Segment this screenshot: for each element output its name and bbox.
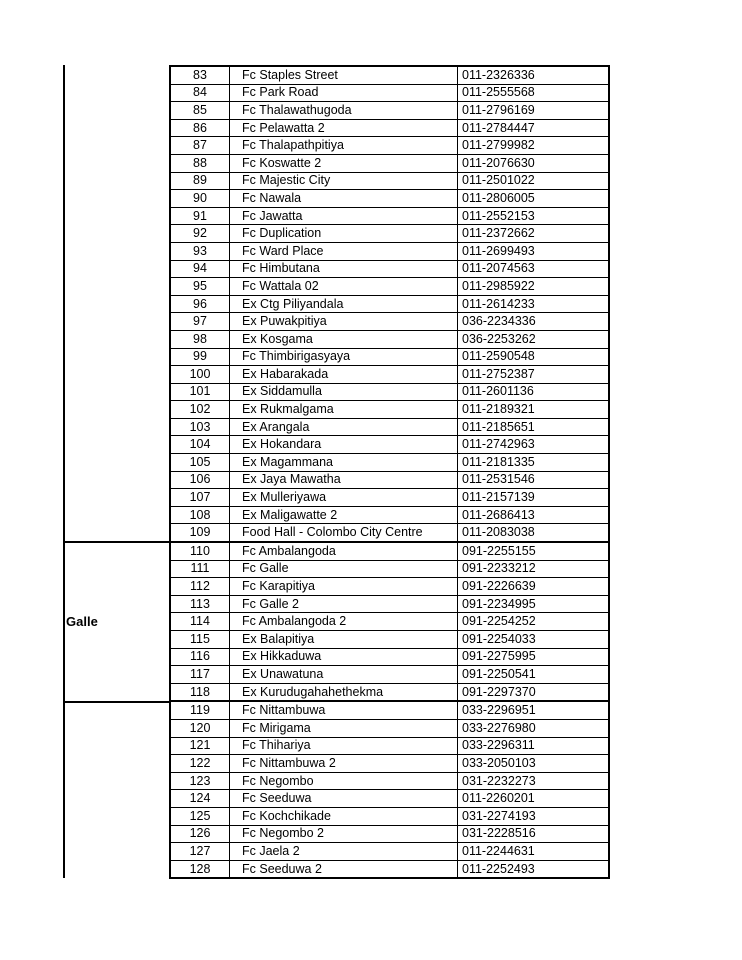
store-name-cell: Ex Kosgama bbox=[230, 330, 458, 348]
store-name-cell: Ex Magammana bbox=[230, 454, 458, 472]
phone-number-cell: 033-2296951 bbox=[458, 701, 610, 719]
store-name-cell: Fc Koswatte 2 bbox=[230, 154, 458, 172]
phone-number-cell: 011-2181335 bbox=[458, 454, 610, 472]
store-name-cell: Fc Ambalangoda bbox=[230, 542, 458, 560]
table-row bbox=[170, 260, 609, 278]
store-name-cell: Fc Galle 2 bbox=[230, 595, 458, 613]
phone-number-cell: 091-2234995 bbox=[458, 595, 610, 613]
phone-number-cell: 011-2076630 bbox=[458, 154, 610, 172]
region-label-galle: Galle bbox=[66, 614, 98, 629]
table-row bbox=[170, 737, 609, 755]
table-row bbox=[170, 66, 609, 84]
table-body bbox=[170, 66, 609, 878]
table-row bbox=[170, 860, 609, 878]
store-name-cell: Ex Puwakpitiya bbox=[230, 313, 458, 331]
table-row bbox=[170, 119, 609, 137]
store-number-cell: 97 bbox=[170, 313, 230, 331]
store-number-cell: 90 bbox=[170, 190, 230, 208]
table-row bbox=[170, 772, 609, 790]
phone-number-cell: 031-2274193 bbox=[458, 807, 610, 825]
store-name-cell: Fc Thihariya bbox=[230, 737, 458, 755]
store-number-cell: 83 bbox=[170, 66, 230, 84]
store-number-cell: 89 bbox=[170, 172, 230, 190]
store-number-cell: 128 bbox=[170, 860, 230, 878]
phone-number-cell: 036-2234336 bbox=[458, 313, 610, 331]
store-name-cell: Fc Jawatta bbox=[230, 207, 458, 225]
phone-number-cell: 091-2297370 bbox=[458, 683, 610, 701]
table-row bbox=[170, 613, 609, 631]
store-number-cell: 95 bbox=[170, 278, 230, 296]
store-number-cell: 100 bbox=[170, 366, 230, 384]
store-number-cell: 112 bbox=[170, 578, 230, 596]
phone-number-cell: 011-2189321 bbox=[458, 401, 610, 419]
store-number-cell: 122 bbox=[170, 755, 230, 773]
phone-number-cell: 011-2372662 bbox=[458, 225, 610, 243]
phone-number-cell: 011-2326336 bbox=[458, 66, 610, 84]
store-number-cell: 88 bbox=[170, 154, 230, 172]
table-row bbox=[170, 506, 609, 524]
store-name-cell: Ex Ctg Piliyandala bbox=[230, 295, 458, 313]
phone-number-cell: 011-2799982 bbox=[458, 137, 610, 155]
phone-number-cell: 011-2501022 bbox=[458, 172, 610, 190]
store-number-cell: 108 bbox=[170, 506, 230, 524]
table-row bbox=[170, 436, 609, 454]
table-row bbox=[170, 172, 609, 190]
phone-number-cell: 011-2699493 bbox=[458, 242, 610, 260]
store-number-cell: 118 bbox=[170, 683, 230, 701]
store-number-cell: 103 bbox=[170, 418, 230, 436]
store-number-cell: 92 bbox=[170, 225, 230, 243]
store-name-cell: Fc Duplication bbox=[230, 225, 458, 243]
store-name-cell: Ex Rukmalgama bbox=[230, 401, 458, 419]
phone-number-cell: 091-2255155 bbox=[458, 542, 610, 560]
table-row bbox=[170, 595, 609, 613]
store-name-cell: Fc Staples Street bbox=[230, 66, 458, 84]
store-name-cell: Fc Seeduwa 2 bbox=[230, 860, 458, 878]
store-name-cell: Fc Negombo 2 bbox=[230, 825, 458, 843]
store-number-cell: 111 bbox=[170, 560, 230, 578]
table-row bbox=[170, 418, 609, 436]
store-number-cell: 96 bbox=[170, 295, 230, 313]
phone-number-cell: 011-2157139 bbox=[458, 489, 610, 507]
table-row bbox=[170, 295, 609, 313]
phone-number-cell: 036-2253262 bbox=[458, 330, 610, 348]
phone-number-cell: 011-2985922 bbox=[458, 278, 610, 296]
table-row bbox=[170, 755, 609, 773]
store-number-cell: 110 bbox=[170, 542, 230, 560]
store-name-cell: Ex Siddamulla bbox=[230, 383, 458, 401]
store-name-cell: Fc Seeduwa bbox=[230, 790, 458, 808]
phone-number-cell: 011-2806005 bbox=[458, 190, 610, 208]
table-row bbox=[170, 807, 609, 825]
store-number-cell: 99 bbox=[170, 348, 230, 366]
phone-number-cell: 011-2260201 bbox=[458, 790, 610, 808]
store-number-cell: 115 bbox=[170, 631, 230, 649]
table-row bbox=[170, 843, 609, 861]
store-number-cell: 102 bbox=[170, 401, 230, 419]
phone-number-cell: 091-2226639 bbox=[458, 578, 610, 596]
store-number-cell: 98 bbox=[170, 330, 230, 348]
table-row bbox=[170, 102, 609, 120]
store-name-cell: Fc Nittambuwa 2 bbox=[230, 755, 458, 773]
store-name-cell: Fc Mirigama bbox=[230, 719, 458, 737]
table-row bbox=[170, 578, 609, 596]
store-number-cell: 91 bbox=[170, 207, 230, 225]
table-row bbox=[170, 631, 609, 649]
phone-number-cell: 011-2742963 bbox=[458, 436, 610, 454]
store-name-cell: Fc Wattala 02 bbox=[230, 278, 458, 296]
store-name-cell: Fc Himbutana bbox=[230, 260, 458, 278]
table-row bbox=[170, 560, 609, 578]
store-name-cell: Fc Galle bbox=[230, 560, 458, 578]
phone-number-cell: 011-2531546 bbox=[458, 471, 610, 489]
store-name-cell: Fc Kochchikade bbox=[230, 807, 458, 825]
store-number-cell: 101 bbox=[170, 383, 230, 401]
store-number-cell: 119 bbox=[170, 701, 230, 719]
phone-number-cell: 011-2552153 bbox=[458, 207, 610, 225]
store-name-cell: Fc Thalapathpitiya bbox=[230, 137, 458, 155]
store-number-cell: 121 bbox=[170, 737, 230, 755]
store-name-cell: Ex Unawatuna bbox=[230, 666, 458, 684]
store-number-cell: 125 bbox=[170, 807, 230, 825]
store-name-cell: Ex Maligawatte 2 bbox=[230, 506, 458, 524]
store-name-cell: Ex Mulleriyawa bbox=[230, 489, 458, 507]
table-row bbox=[170, 225, 609, 243]
phone-number-cell: 091-2254252 bbox=[458, 613, 610, 631]
table-row bbox=[170, 366, 609, 384]
phone-number-cell: 033-2296311 bbox=[458, 737, 610, 755]
store-number-cell: 107 bbox=[170, 489, 230, 507]
table-row bbox=[170, 489, 609, 507]
table-row bbox=[170, 84, 609, 102]
table-row bbox=[170, 207, 609, 225]
store-number-cell: 85 bbox=[170, 102, 230, 120]
phone-number-cell: 011-2185651 bbox=[458, 418, 610, 436]
store-number-cell: 105 bbox=[170, 454, 230, 472]
table-row bbox=[170, 471, 609, 489]
store-name-cell: Fc Ambalangoda 2 bbox=[230, 613, 458, 631]
region-column-border bbox=[63, 65, 65, 878]
phone-number-cell: 011-2590548 bbox=[458, 348, 610, 366]
phone-number-cell: 011-2074563 bbox=[458, 260, 610, 278]
store-number-cell: 106 bbox=[170, 471, 230, 489]
store-name-cell: Ex Habarakada bbox=[230, 366, 458, 384]
table-row bbox=[170, 348, 609, 366]
phone-number-cell: 091-2275995 bbox=[458, 648, 610, 666]
store-name-cell: Fc Pelawatta 2 bbox=[230, 119, 458, 137]
phone-number-cell: 091-2254033 bbox=[458, 631, 610, 649]
store-name-cell: Ex Kurudugahahethekma bbox=[230, 683, 458, 701]
store-name-cell: Ex Hikkaduwa bbox=[230, 648, 458, 666]
phone-number-cell: 011-2555568 bbox=[458, 84, 610, 102]
store-name-cell: Fc Park Road bbox=[230, 84, 458, 102]
store-name-cell: Ex Jaya Mawatha bbox=[230, 471, 458, 489]
table-row bbox=[170, 401, 609, 419]
store-name-cell: Ex Balapitiya bbox=[230, 631, 458, 649]
table-row bbox=[170, 383, 609, 401]
phone-number-cell: 031-2232273 bbox=[458, 772, 610, 790]
table-row bbox=[170, 330, 609, 348]
table-row bbox=[170, 524, 609, 542]
table-row bbox=[170, 137, 609, 155]
table-row bbox=[170, 542, 609, 560]
store-number-cell: 84 bbox=[170, 84, 230, 102]
store-number-cell: 114 bbox=[170, 613, 230, 631]
table-row bbox=[170, 790, 609, 808]
table-row bbox=[170, 719, 609, 737]
store-name-cell: Fc Thalawathugoda bbox=[230, 102, 458, 120]
phone-number-cell: 091-2250541 bbox=[458, 666, 610, 684]
table-row bbox=[170, 701, 609, 719]
phone-number-cell: 011-2784447 bbox=[458, 119, 610, 137]
phone-number-cell: 011-2796169 bbox=[458, 102, 610, 120]
phone-number-cell: 011-2614233 bbox=[458, 295, 610, 313]
store-name-cell: Ex Hokandara bbox=[230, 436, 458, 454]
phone-number-cell: 011-2686413 bbox=[458, 506, 610, 524]
store-name-cell: Fc Nittambuwa bbox=[230, 701, 458, 719]
table-row bbox=[170, 825, 609, 843]
store-number-cell: 93 bbox=[170, 242, 230, 260]
region-separator bbox=[63, 541, 169, 543]
phone-number-cell: 011-2252493 bbox=[458, 860, 610, 878]
store-name-cell: Food Hall - Colombo City Centre bbox=[230, 524, 458, 542]
table-row bbox=[170, 683, 609, 701]
phone-number-cell: 033-2276980 bbox=[458, 719, 610, 737]
store-name-cell: Fc Karapitiya bbox=[230, 578, 458, 596]
store-number-cell: 117 bbox=[170, 666, 230, 684]
phone-number-cell: 091-2233212 bbox=[458, 560, 610, 578]
table-row bbox=[170, 242, 609, 260]
phone-number-cell: 031-2228516 bbox=[458, 825, 610, 843]
phone-number-cell: 011-2601136 bbox=[458, 383, 610, 401]
store-name-cell: Fc Majestic City bbox=[230, 172, 458, 190]
store-number-cell: 120 bbox=[170, 719, 230, 737]
store-number-cell: 116 bbox=[170, 648, 230, 666]
store-number-cell: 127 bbox=[170, 843, 230, 861]
store-number-cell: 86 bbox=[170, 119, 230, 137]
table-row bbox=[170, 313, 609, 331]
store-name-cell: Ex Arangala bbox=[230, 418, 458, 436]
table-row bbox=[170, 454, 609, 472]
store-number-cell: 126 bbox=[170, 825, 230, 843]
table-row bbox=[170, 648, 609, 666]
store-number-cell: 124 bbox=[170, 790, 230, 808]
store-number-cell: 113 bbox=[170, 595, 230, 613]
phone-number-cell: 011-2244631 bbox=[458, 843, 610, 861]
phone-number-cell: 033-2050103 bbox=[458, 755, 610, 773]
table-row bbox=[170, 278, 609, 296]
store-number-cell: 123 bbox=[170, 772, 230, 790]
region-separator bbox=[63, 701, 169, 703]
phone-number-cell: 011-2752387 bbox=[458, 366, 610, 384]
store-number-cell: 109 bbox=[170, 524, 230, 542]
store-contact-table bbox=[169, 65, 610, 879]
store-number-cell: 94 bbox=[170, 260, 230, 278]
store-name-cell: Fc Ward Place bbox=[230, 242, 458, 260]
store-name-cell: Fc Jaela 2 bbox=[230, 843, 458, 861]
table-row bbox=[170, 154, 609, 172]
store-number-cell: 87 bbox=[170, 137, 230, 155]
store-number-cell: 104 bbox=[170, 436, 230, 454]
table-row bbox=[170, 190, 609, 208]
store-name-cell: Fc Nawala bbox=[230, 190, 458, 208]
store-name-cell: Fc Thimbirigasyaya bbox=[230, 348, 458, 366]
table-row bbox=[170, 666, 609, 684]
store-name-cell: Fc Negombo bbox=[230, 772, 458, 790]
phone-number-cell: 011-2083038 bbox=[458, 524, 610, 542]
